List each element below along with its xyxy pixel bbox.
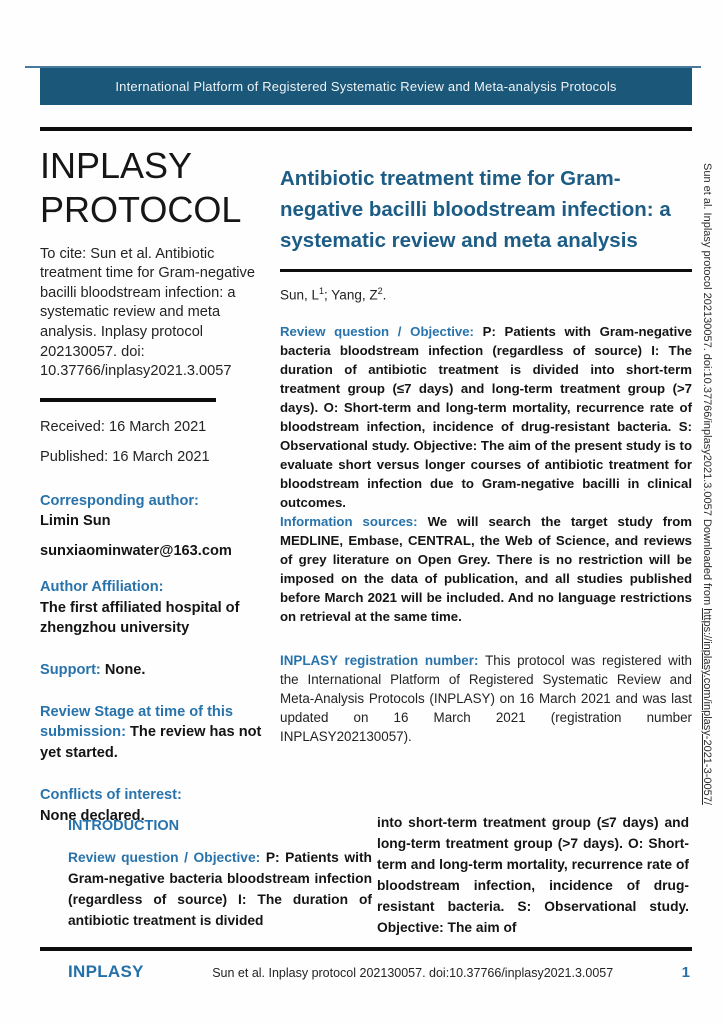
support-label: Support: [40,661,105,678]
right-column [280,163,692,746]
review-stage-field [40,702,270,764]
corresponding-author-label: Corresponding author: [40,492,199,509]
conflicts-value: None declared. [40,807,145,824]
footer-rule [40,947,692,951]
corresponding-author-field [40,491,270,532]
platform-header-banner [40,68,692,105]
left-column-rule [40,398,216,402]
information-sources-text: We will search the target study from MEDLINE, Embase, CENTRAL, the Web of Science, and reviews of grey literature on Open Grey. There is no restriction will be imposed on the data of publication, and all studies published before March 2021 will be included. And no language restrictions on retrieval at the same time. [280,513,693,624]
masthead-line1: INPLASY [40,145,193,186]
author-1-superscript: 1 [319,286,325,297]
introduction-paragraph-left [68,847,372,931]
introduction-heading: INTRODUCTION [68,818,180,834]
introduction-paragraph-right: into short-term treatment group (≤7 days) and long-term treatment group (>7 days). O: Short-term and long-term mortality, recurrence rate of bloodstream infection, incidence of drug-resistant bacteria. S: Observational study. Objective: The aim of [377,815,689,935]
footer [40,962,692,982]
registration-paragraph [280,651,692,746]
left-column [40,144,270,826]
information-sources-label: Information sources: [280,513,428,529]
author-2-superscript: 2 [377,286,383,297]
corresponding-author-value: Limin Sun [40,513,111,530]
to-cite-text: To cite: Sun et al. Antibiotic treatment time for Gram-negative bacilli bloodstream infection: a systematic review and meta analysis. Inplasy protocol 202130057. doi: 10.37766/inplasy2021.3.0057 [40,245,255,380]
review-question-text: P: Patients with Gram-negative bacteria bloodstream infection (regardless of source) I: The duration of antibiotic treatment is divided into short-term treatment group (≤7 days) and long-term treatment group (>7 days). O: Short-term and long-term mortality, recurrence rate of bloodstream infection, incidence of drug-resistant bacteria. S: Observational study. Objective: The aim of the present study is to evaluate short versus longer courses of antibiotic treatment for bloodstream infection due to Gram-negative bacilli in clinical outcomes. [280,323,692,510]
author-affiliation-label: Author Affiliation: [40,578,164,595]
authors-period: . [382,287,387,303]
author-affiliation-field [40,577,270,639]
side-watermark [699,163,713,993]
title-rule [280,269,692,272]
received-date: Received: 16 March 2021 [40,418,207,435]
conflicts-label: Conflicts of interest: [40,786,182,803]
author-1: Sun, L [280,287,320,303]
review-question-label: Review question / Objective: [280,323,483,339]
support-value: None. [104,661,146,678]
review-question-paragraph [280,322,692,512]
side-watermark-text: Sun et al. Inplasy protocol 202130057. doi:10.37766/inplasy2021.3.0057 Downloaded from [701,163,713,609]
platform-header-text: International Platform of Registered Systematic Review and Meta-analysis Protocols [115,79,617,94]
header-rule [40,127,692,131]
author-email-field [40,541,270,562]
page-number: 1 [681,964,690,981]
introduction-review-question-label: Review question / Objective: [68,850,266,865]
article-title: Antibiotic treatment time for Gram-negative bacilli bloodstream infection: a systematic review and meta analysis [280,167,671,253]
footer-citation: Sun et al. Inplasy protocol 202130057. doi:10.37766/inplasy2021.3.0057 [212,966,614,980]
registration-text: This protocol was registered with the International Platform of Registered Systematic Review and Meta-Analysis Protocols (INPLASY) on 16 March 2021 and was last updated on 16 March 2021 (registration number INPLASY202130057). [280,652,692,744]
introduction-right-column [377,812,689,938]
support-field [40,660,270,681]
masthead-line2: PROTOCOL [40,188,242,230]
authors-line [280,286,692,303]
author-email: sunxiaominwater@163.com [40,543,232,560]
author-2: ; Yang, Z [324,287,378,303]
review-stage-label: Review Stage at time of this submission: [40,703,234,741]
author-affiliation-value: The first affiliated hospital of zhengzhou university [40,599,240,637]
side-watermark-link[interactable]: https://inplasy.com/inplasy-2021-3-0057/ [701,608,713,805]
published-date: Published: 16 March 2021 [40,448,210,465]
information-sources-paragraph [280,512,692,626]
registration-label: INPLASY registration number: [280,652,486,668]
introduction-review-question-text: P: Patients with Gram-negative bacteria bloodstream infection (regardless of source) I: The duration of antibiotic treatment is divided [68,850,372,928]
footer-brand: INPLASY [68,962,144,981]
masthead-title [40,144,270,232]
introduction-left-column [68,818,372,931]
review-stage-value: The review has not yet started. [40,724,262,762]
